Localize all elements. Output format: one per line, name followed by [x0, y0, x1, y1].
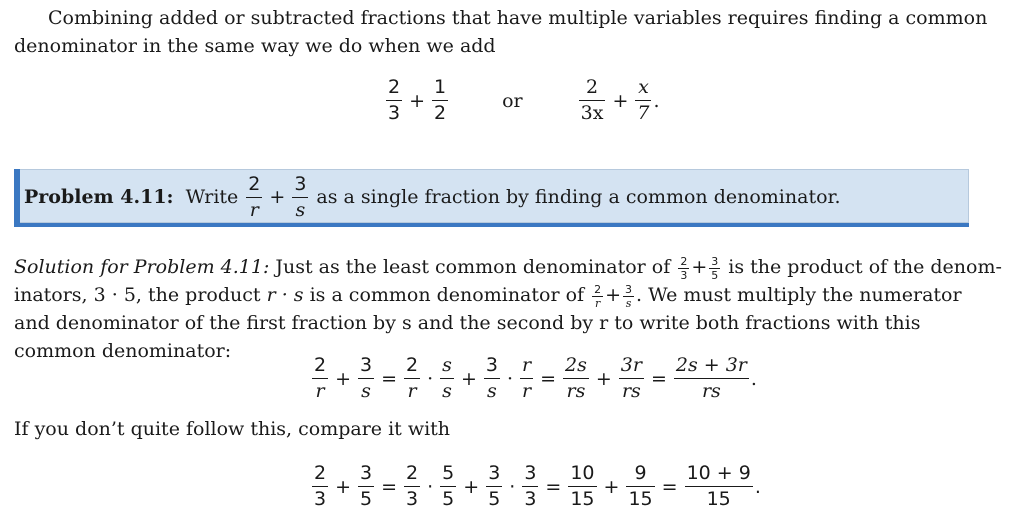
- fraction: $\frac{1}{2}$: [434, 76, 447, 124]
- equation-2: $\frac{2}{3}$ + $\frac{3}{5}$ = $\frac{2}{3}$ · $\frac{5}{5}$ + $\frac{3}{5}$ · $\frac{3}{3}$ = $\frac{10}{15}$ + $\frac{9}{15}$ = $\frac{10 + 9}{15}$ .: [314, 462, 761, 510]
- solution-lead: Solution for Problem 4.11:: [14, 256, 270, 278]
- problem-rule: [14, 223, 969, 227]
- intro-example: $\frac{2}{3}$ + $\frac{1}{2}$ or $\frac{2}{3x}$ + $\frac{x}{7}$ .: [388, 76, 660, 124]
- fraction: $\frac{3}{s}$: [294, 172, 307, 221]
- problem-accent: [14, 169, 20, 227]
- problem-label: Problem 4.11:: [24, 186, 174, 208]
- problem-statement: Problem 4.11: Write $\frac{2}{r}$ + $\frac{3}{s}$ as a single fraction by finding a common denominator.: [24, 172, 841, 221]
- equation-1: $\frac{2}{r}$ + $\frac{3}{s}$ = $\frac{2}{r}$ · $\frac{s}{s}$ + $\frac{3}{s}$ · $\frac{r}{r}$ = $\frac{2s}{rs}$ + $\frac{3r}{rs}$ = $\frac{2s + 3r}{rs}$ .: [314, 354, 757, 402]
- fraction: $\frac{2}{3}$: [388, 76, 401, 124]
- compare-text: If you don’t quite follow this, compare it with: [14, 418, 451, 440]
- intro-paragraph: [14, 4, 1002, 60]
- or-word: or: [502, 89, 523, 112]
- solution-paragraph: Solution for Problem 4.11: Just as the least common denominator of $\frac{2}{3}$ + $\frac{3}{5}$ is the product of the denom-inators, 3 · 5, the product r · s is a common denominator of $\frac{2}{r}$ + $\frac{3}{s}$ . We must multiply the numerator and denominator of the first fraction by s and the second by r to write both fractions with this common denominator:: [14, 254, 1002, 362]
- problem-rest: as a single fraction by finding a common denominator.: [316, 186, 841, 208]
- fraction: $\frac{x}{7}$: [637, 76, 650, 124]
- fraction: $\frac{2}{3x}$: [580, 76, 604, 124]
- problem-write: Write: [185, 186, 239, 208]
- intro-text: Combining added or subtracted fractions that have multiple variables requires finding a common denominator in the same way we do when we add: [14, 7, 988, 57]
- fraction: $\frac{2}{r}$: [248, 172, 261, 221]
